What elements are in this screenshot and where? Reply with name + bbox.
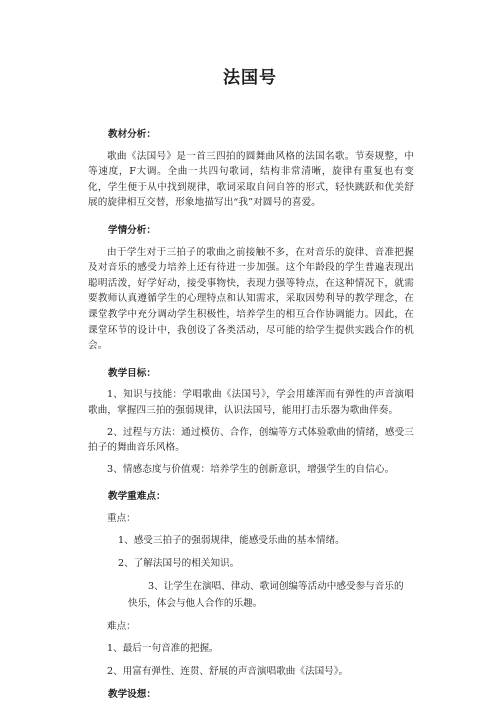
document-title: 法国号 [223,68,277,88]
goal-item-3: 3、情感态度与价值观：培养学生的创新意识，增强学生的自信心。 [107,463,395,475]
analysis-heading: 教材分析： [108,129,156,140]
learners-paragraph: 由于学生对于三拍子的歌曲之前接触不多，在对音乐的旋律、音准把握及对音乐的感受力培养上还有待进一步加强。这个年龄段的学生普遍表现出聪明活泼，好学好动，接受事物快，表现力强等特点，在这种情况下，就需要教师认真遵循学生的心理特点和认知需求，采取因势利导的教学理念，在课堂教学中充分调动学生积极性，培养学生的相互合作协调能力。因此，在课堂环节的设计中，我创设了各类活动，尽可能的给学生提供实践合作的机会。 [88,246,414,352]
goal-item-1: 1、知识与技能：学唱歌曲《法国号》，学会用雄浑而有弹性的声音演唱歌曲，掌握四三拍的强弱规律，认识法国号，能用打击乐器为歌曲伴奏。 [88,389,414,416]
learners-heading: 学情分析： [108,224,156,236]
difficult-item-1: 1、最后一句音准的把握。 [107,643,219,655]
key-label: 重点： [107,512,136,524]
goal-item-2: 2、过程与方法：通过模仿、合作，创编等方式体验歌曲的情绪，感受三拍子的舞曲音乐风格。 [88,426,414,454]
goals-heading: 教学目标： [108,367,156,379]
key-item-2: 2、了解法国号的相关知识。 [118,558,240,570]
design-heading: 教学设想： [108,688,156,700]
difficult-label: 难点： [107,620,136,632]
key-item-1: 1、感受三拍子的强弱规律，能感受乐曲的基本情绪。 [118,535,345,547]
analysis-paragraph: 歌曲《法国号》是一首三四拍的圆舞曲风格的法国名歌。节奏规整，中等速度，F大调。全曲一共四句歌词，结构非常清晰，旋律有重复也有变化，学生便于从中找到规律，歌词采取自问自答的形式，轻快跳跃和优美舒展的旋律相互交替，形象地描写出“我”对圆号的喜爱。 [88,150,414,209]
difficult-item-2: 2、用富有弹性、连贯、舒展的声音演唱歌曲《法国号》。 [107,666,349,678]
document-body [88,127,414,708]
key-points-heading: 教学重难点： [108,491,166,503]
key-item-3-continued: 快乐，体会与他人合作的乐趣。 [128,598,263,610]
key-item-3: 3、让学生在演唱、律动、歌词创编等活动中感受参与音乐的 [148,580,404,592]
